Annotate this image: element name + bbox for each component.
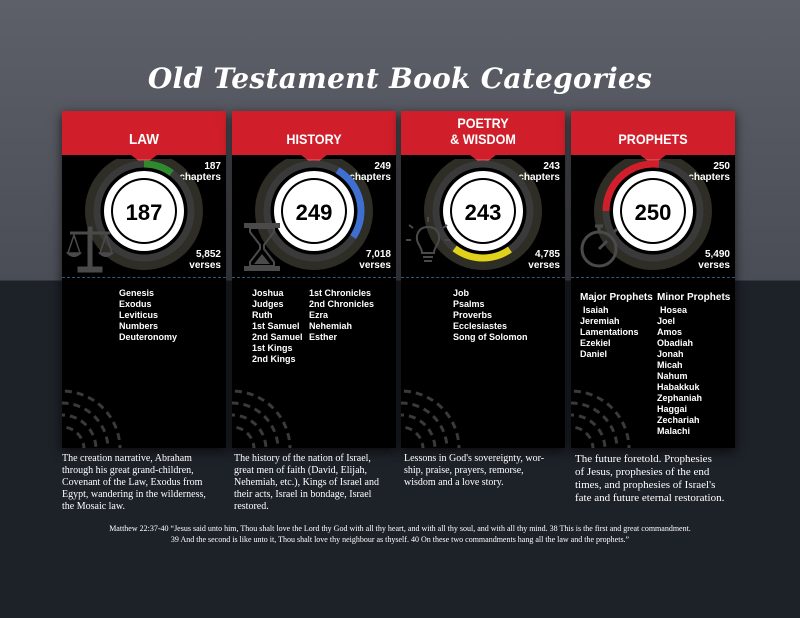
verses-count: 5,490 verses [698, 249, 730, 271]
book-item: 2nd Chronicles [309, 299, 375, 309]
book-item: Judges [252, 299, 284, 309]
category-description: The creation narrative, Abraham through his great grand-children, Covenant of the Law, Exodus from Egypt, wandering in the wilderness, the Mosaic law. [62, 453, 206, 512]
chapter-total: 243 [464, 200, 502, 225]
verses-count: 5,852 verses [189, 249, 221, 271]
section-heading: Minor Prophets [657, 292, 731, 303]
book-item: Isaiah [583, 305, 609, 315]
book-item: Jonah [657, 349, 684, 359]
section-heading: Major Prophets [580, 292, 653, 303]
book-item: Exodus [119, 299, 152, 309]
verses-count: 4,785 verses [528, 249, 560, 271]
book-item: Job [453, 288, 470, 298]
category-name: LAW [128, 131, 159, 148]
chapters-count: 187 chapters [179, 161, 221, 183]
verses-count: 7,018 verses [359, 249, 391, 271]
book-item: Song of Solomon [453, 332, 528, 342]
book-item: Ezra [309, 310, 329, 320]
lightbulb-icon [405, 215, 451, 269]
category-description: The future foretold. Prophesies of Jesus, prophesies of the end times, and prophesies of Israel's fate and future eternal restoration. [575, 453, 725, 504]
book-item: Micah [657, 360, 683, 370]
book-item: Haggai [657, 404, 688, 414]
book-item: Obadiah [657, 338, 694, 348]
book-item: Deuteronomy [119, 332, 178, 342]
category-name: HISTORY [286, 131, 342, 147]
chapters-count: 243 chapters [518, 161, 560, 183]
book-item: Habakkuk [657, 382, 700, 392]
book-item: Ezekiel [580, 338, 611, 348]
book-item: Esther [309, 332, 338, 342]
book-item: 2nd Kings [252, 354, 296, 364]
decorative-arcs [62, 373, 132, 448]
chapter-total: 249 [295, 200, 333, 225]
divider [401, 277, 565, 278]
decorative-arcs [401, 373, 471, 448]
category-name: POETRY & WISDOM [450, 115, 516, 147]
book-item: Hosea [660, 305, 688, 315]
divider [232, 277, 396, 278]
page-title: Old Testament Book Categories [147, 62, 653, 95]
book-item: Amos [657, 327, 683, 337]
book-list [309, 288, 374, 343]
book-item: Joel [657, 316, 676, 326]
chapters-count: 250 chapters [688, 161, 730, 183]
book-item: Nehemiah [309, 321, 353, 331]
scales-icon [66, 223, 114, 273]
book-item: Proverbs [453, 310, 493, 320]
book-item: 2nd Samuel [252, 332, 303, 342]
scripture-quote: Matthew 22:37-40 “Jesus said unto him, Thou shalt love the Lord thy God with all thy heart, and with all thy soul, and with all thy mind. 38 This is the first and great commandment. 39 And the second is like unto it, Thou shalt love thy neighbour as thyself. 40 On these two commandments hang all the law and the prophets.” [109, 524, 691, 544]
book-item: Ruth [252, 310, 273, 320]
book-item: Psalms [453, 299, 485, 309]
book-item: Joshua [252, 288, 284, 298]
book-item: Nahum [657, 371, 688, 381]
book-item: Zechariah [657, 415, 700, 425]
book-item: Ecclesiastes [453, 321, 508, 331]
divider [62, 277, 226, 278]
decorative-arcs [571, 373, 641, 448]
history-card [232, 111, 396, 448]
prophets-card [571, 111, 735, 448]
book-item: Genesis [119, 288, 155, 298]
chapter-total: 187 [125, 200, 163, 225]
chapters-count: 249 chapters [349, 161, 391, 183]
category-description: The history of the nation of Israel, great men of faith (David, Elijah, Nehemiah, etc.), Kings of Israel and their acts, Israel in bondage, Israel restored. [234, 453, 379, 512]
category-description: Lessons in God's sovereignty, wor- ship, praise, prayers, remorse, wisdom and a love story. [404, 453, 545, 488]
book-item: Leviticus [119, 310, 159, 320]
book-list [119, 288, 177, 343]
book-item: Lamentations [580, 327, 639, 337]
divider [571, 277, 735, 278]
category-name: PROPHETS [618, 131, 688, 147]
stopwatch-icon [577, 221, 623, 271]
chapter-total: 250 [634, 200, 672, 225]
minor-prophets-list [657, 292, 730, 437]
book-item: Daniel [580, 349, 608, 359]
book-item: Zephaniah [657, 393, 703, 403]
poetry-wisdom-card [401, 111, 565, 448]
hourglass-icon [242, 221, 282, 273]
decorative-arcs [232, 373, 302, 448]
law-card [62, 111, 226, 448]
book-item: 1st Chronicles [309, 288, 372, 298]
book-item: 1st Kings [252, 343, 293, 353]
book-item: Malachi [657, 426, 691, 436]
book-list [453, 288, 528, 343]
major-prophets-list [580, 292, 653, 360]
book-list [252, 288, 303, 365]
book-item: Numbers [119, 321, 159, 331]
book-item: 1st Samuel [252, 321, 300, 331]
book-item: Jeremiah [580, 316, 620, 326]
